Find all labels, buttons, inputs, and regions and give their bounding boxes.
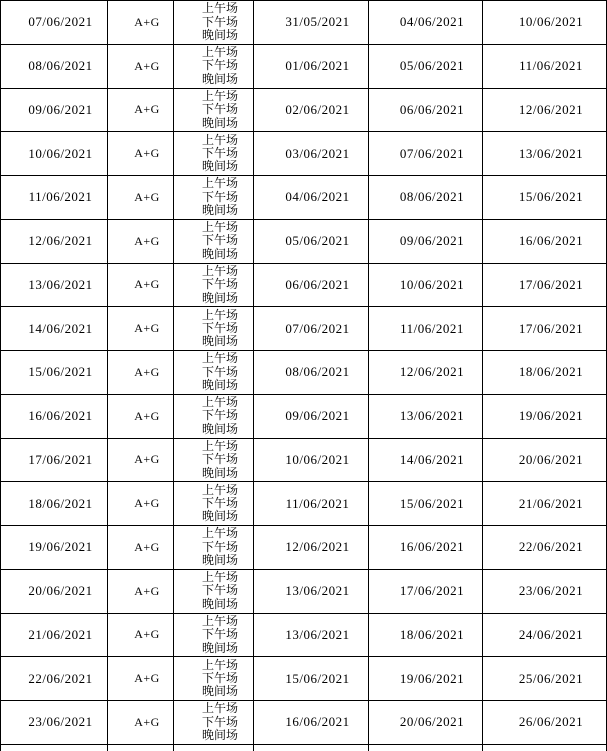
table-row [1, 394, 607, 438]
session-label: 晚间场 [201, 421, 238, 436]
session-label: 上午场 [201, 482, 238, 497]
grade-cell: A+G [108, 394, 174, 438]
booking-date-cell: 21/06/2021 [483, 482, 607, 526]
session-label: 上午场 [201, 45, 238, 60]
booking-date-cell: 16/06/2021 [254, 701, 369, 745]
session-label: 上午场 [201, 263, 238, 278]
booking-date-cell: 10/06/2021 [483, 1, 607, 45]
show-date-cell: 20/06/2021 [1, 569, 108, 613]
booking-date-cell: 18/06/2021 [483, 351, 607, 395]
session-label: 上午场 [201, 1, 238, 16]
booking-date-cell: 23/06/2021 [483, 569, 607, 613]
table-row [1, 307, 607, 351]
booking-date-cell: 17/06/2021 [369, 569, 483, 613]
booking-date-cell: 16/06/2021 [369, 526, 483, 570]
session-label: 下午场 [201, 670, 238, 685]
booking-date-cell: 04/06/2021 [369, 1, 483, 45]
show-date-cell: 08/06/2021 [1, 44, 108, 88]
booking-date-cell: 12/06/2021 [369, 351, 483, 395]
booking-date-cell: 13/06/2021 [483, 132, 607, 176]
show-date-cell [1, 744, 108, 751]
session-label: 上午场 [201, 395, 238, 410]
booking-date-cell [483, 744, 607, 751]
booking-date-cell: 22/06/2021 [483, 526, 607, 570]
sessions-cell [174, 569, 254, 613]
session-label: 下午场 [201, 583, 238, 598]
session-label: 晚间场 [201, 28, 238, 43]
sessions-cell [174, 307, 254, 351]
show-date-cell: 16/06/2021 [1, 394, 108, 438]
booking-date-cell: 05/06/2021 [254, 219, 369, 263]
booking-date-cell: 13/06/2021 [254, 613, 369, 657]
session-label: 晚间场 [201, 246, 238, 261]
booking-date-cell: 15/06/2021 [254, 657, 369, 701]
table-row [1, 176, 607, 220]
show-date-cell: 07/06/2021 [1, 1, 108, 45]
session-label: 晚间场 [201, 596, 238, 611]
table-row [1, 569, 607, 613]
show-date-cell: 10/06/2021 [1, 132, 108, 176]
booking-date-cell: 16/06/2021 [483, 219, 607, 263]
table-row [1, 613, 607, 657]
session-label: 晚间场 [201, 203, 238, 218]
grade-cell: A+G [108, 526, 174, 570]
session-label: 上午场 [201, 176, 238, 191]
session-label: 晚间场 [201, 334, 238, 349]
session-label: 下午场 [201, 102, 238, 117]
booking-date-cell: 09/06/2021 [254, 394, 369, 438]
booking-date-cell: 11/06/2021 [254, 482, 369, 526]
booking-date-cell: 12/06/2021 [254, 526, 369, 570]
booking-date-cell: 08/06/2021 [369, 176, 483, 220]
booking-date-cell: 17/06/2021 [483, 263, 607, 307]
session-label: 晚间场 [201, 465, 238, 480]
session-label: 下午场 [201, 495, 238, 510]
booking-date-cell: 12/06/2021 [483, 88, 607, 132]
session-label: 晚间场 [201, 728, 238, 743]
sessions-cell [174, 219, 254, 263]
booking-date-cell: 13/06/2021 [254, 569, 369, 613]
show-date-cell: 09/06/2021 [1, 88, 108, 132]
grade-cell [108, 744, 174, 751]
table-row [1, 263, 607, 307]
table-row [1, 132, 607, 176]
sessions-cell [174, 526, 254, 570]
table-row [1, 438, 607, 482]
booking-date-cell: 31/05/2021 [254, 1, 369, 45]
booking-date-cell: 06/06/2021 [369, 88, 483, 132]
grade-cell: A+G [108, 438, 174, 482]
booking-date-cell: 07/06/2021 [254, 307, 369, 351]
grade-cell: A+G [108, 569, 174, 613]
sessions-cell [174, 613, 254, 657]
show-date-cell: 13/06/2021 [1, 263, 108, 307]
booking-date-cell: 11/06/2021 [369, 307, 483, 351]
session-label: 晚间场 [201, 71, 238, 86]
session-label: 下午场 [201, 277, 238, 292]
sessions-cell [174, 44, 254, 88]
show-date-cell: 11/06/2021 [1, 176, 108, 220]
booking-date-cell: 06/06/2021 [254, 263, 369, 307]
session-label: 晚间场 [201, 378, 238, 393]
session-label: 晚间场 [201, 159, 238, 174]
session-label: 上午场 [201, 570, 238, 585]
booking-date-cell: 13/06/2021 [369, 394, 483, 438]
booking-date-cell: 26/06/2021 [483, 701, 607, 745]
grade-cell: A+G [108, 1, 174, 45]
booking-date-cell: 15/06/2021 [369, 482, 483, 526]
session-label: 上午场 [201, 220, 238, 235]
grade-cell: A+G [108, 219, 174, 263]
session-label: 晚间场 [201, 115, 238, 130]
grade-cell: A+G [108, 176, 174, 220]
grade-cell: A+G [108, 613, 174, 657]
sessions-cell [174, 88, 254, 132]
grade-cell: A+G [108, 657, 174, 701]
show-date-cell: 12/06/2021 [1, 219, 108, 263]
grade-cell: A+G [108, 351, 174, 395]
booking-date-cell: 03/06/2021 [254, 132, 369, 176]
show-date-cell: 19/06/2021 [1, 526, 108, 570]
table-row [1, 44, 607, 88]
table-row [1, 219, 607, 263]
sessions-cell [174, 701, 254, 745]
booking-date-cell: 01/06/2021 [254, 44, 369, 88]
sessions-cell [174, 438, 254, 482]
grade-cell: A+G [108, 263, 174, 307]
grade-cell: A+G [108, 307, 174, 351]
grade-cell: A+G [108, 701, 174, 745]
booking-date-cell: 20/06/2021 [483, 438, 607, 482]
table-row [1, 526, 607, 570]
table-row [1, 482, 607, 526]
table-row [1, 657, 607, 701]
booking-date-cell: 19/06/2021 [369, 657, 483, 701]
session-label: 下午场 [201, 452, 238, 467]
show-date-cell: 23/06/2021 [1, 701, 108, 745]
booking-date-cell: 24/06/2021 [483, 613, 607, 657]
session-label: 下午场 [201, 408, 238, 423]
booking-date-cell: 11/06/2021 [483, 44, 607, 88]
table-row [1, 744, 607, 751]
sessions-cell [174, 263, 254, 307]
session-label: 下午场 [201, 539, 238, 554]
sessions-cell [174, 132, 254, 176]
booking-date-cell: 04/06/2021 [254, 176, 369, 220]
show-date-cell: 22/06/2021 [1, 657, 108, 701]
booking-date-cell: 07/06/2021 [369, 132, 483, 176]
show-date-cell: 14/06/2021 [1, 307, 108, 351]
booking-date-cell [254, 744, 369, 751]
session-label: 晚间场 [201, 290, 238, 305]
session-label: 上午场 [201, 132, 238, 147]
sessions-cell [174, 657, 254, 701]
session-label: 上午场 [201, 526, 238, 541]
session-label: 上午场 [201, 613, 238, 628]
sessions-cell [174, 1, 254, 45]
session-label: 晚间场 [201, 509, 238, 524]
session-label: 下午场 [201, 189, 238, 204]
booking-date-cell: 09/06/2021 [369, 219, 483, 263]
booking-date-cell: 17/06/2021 [483, 307, 607, 351]
session-label: 下午场 [201, 233, 238, 248]
sessions-cell [174, 744, 254, 751]
session-label: 下午场 [201, 627, 238, 642]
show-date-cell: 18/06/2021 [1, 482, 108, 526]
session-label: 上午场 [201, 657, 238, 672]
session-label: 晚间场 [201, 553, 238, 568]
session-label: 晚间场 [201, 684, 238, 699]
session-label: 下午场 [201, 145, 238, 160]
booking-date-cell: 25/06/2021 [483, 657, 607, 701]
grade-cell: A+G [108, 44, 174, 88]
booking-date-cell: 20/06/2021 [369, 701, 483, 745]
session-label: 上午场 [201, 438, 238, 453]
table-row [1, 88, 607, 132]
booking-date-cell [369, 744, 483, 751]
sessions-cell [174, 176, 254, 220]
session-label: 晚间场 [201, 640, 238, 655]
booking-date-cell: 08/06/2021 [254, 351, 369, 395]
grade-cell: A+G [108, 482, 174, 526]
session-label: 上午场 [201, 701, 238, 716]
session-label: 下午场 [201, 714, 238, 729]
session-label: 下午场 [201, 364, 238, 379]
booking-date-cell: 18/06/2021 [369, 613, 483, 657]
grade-cell: A+G [108, 132, 174, 176]
table-row [1, 701, 607, 745]
booking-date-cell: 10/06/2021 [369, 263, 483, 307]
sessions-cell [174, 351, 254, 395]
session-label: 下午场 [201, 14, 238, 29]
grade-cell: A+G [108, 88, 174, 132]
booking-date-cell: 19/06/2021 [483, 394, 607, 438]
sessions-cell [174, 482, 254, 526]
show-date-cell: 15/06/2021 [1, 351, 108, 395]
show-date-cell: 21/06/2021 [1, 613, 108, 657]
session-label: 下午场 [201, 58, 238, 73]
table-row [1, 351, 607, 395]
show-date-cell: 17/06/2021 [1, 438, 108, 482]
session-label: 上午场 [201, 307, 238, 322]
session-label: 上午场 [201, 88, 238, 103]
booking-date-cell: 10/06/2021 [254, 438, 369, 482]
table-row [1, 1, 607, 45]
session-label: 下午场 [201, 320, 238, 335]
booking-date-cell: 02/06/2021 [254, 88, 369, 132]
booking-date-cell: 05/06/2021 [369, 44, 483, 88]
booking-date-cell: 15/06/2021 [483, 176, 607, 220]
booking-date-cell: 14/06/2021 [369, 438, 483, 482]
session-label: 上午场 [201, 351, 238, 366]
sessions-cell [174, 394, 254, 438]
